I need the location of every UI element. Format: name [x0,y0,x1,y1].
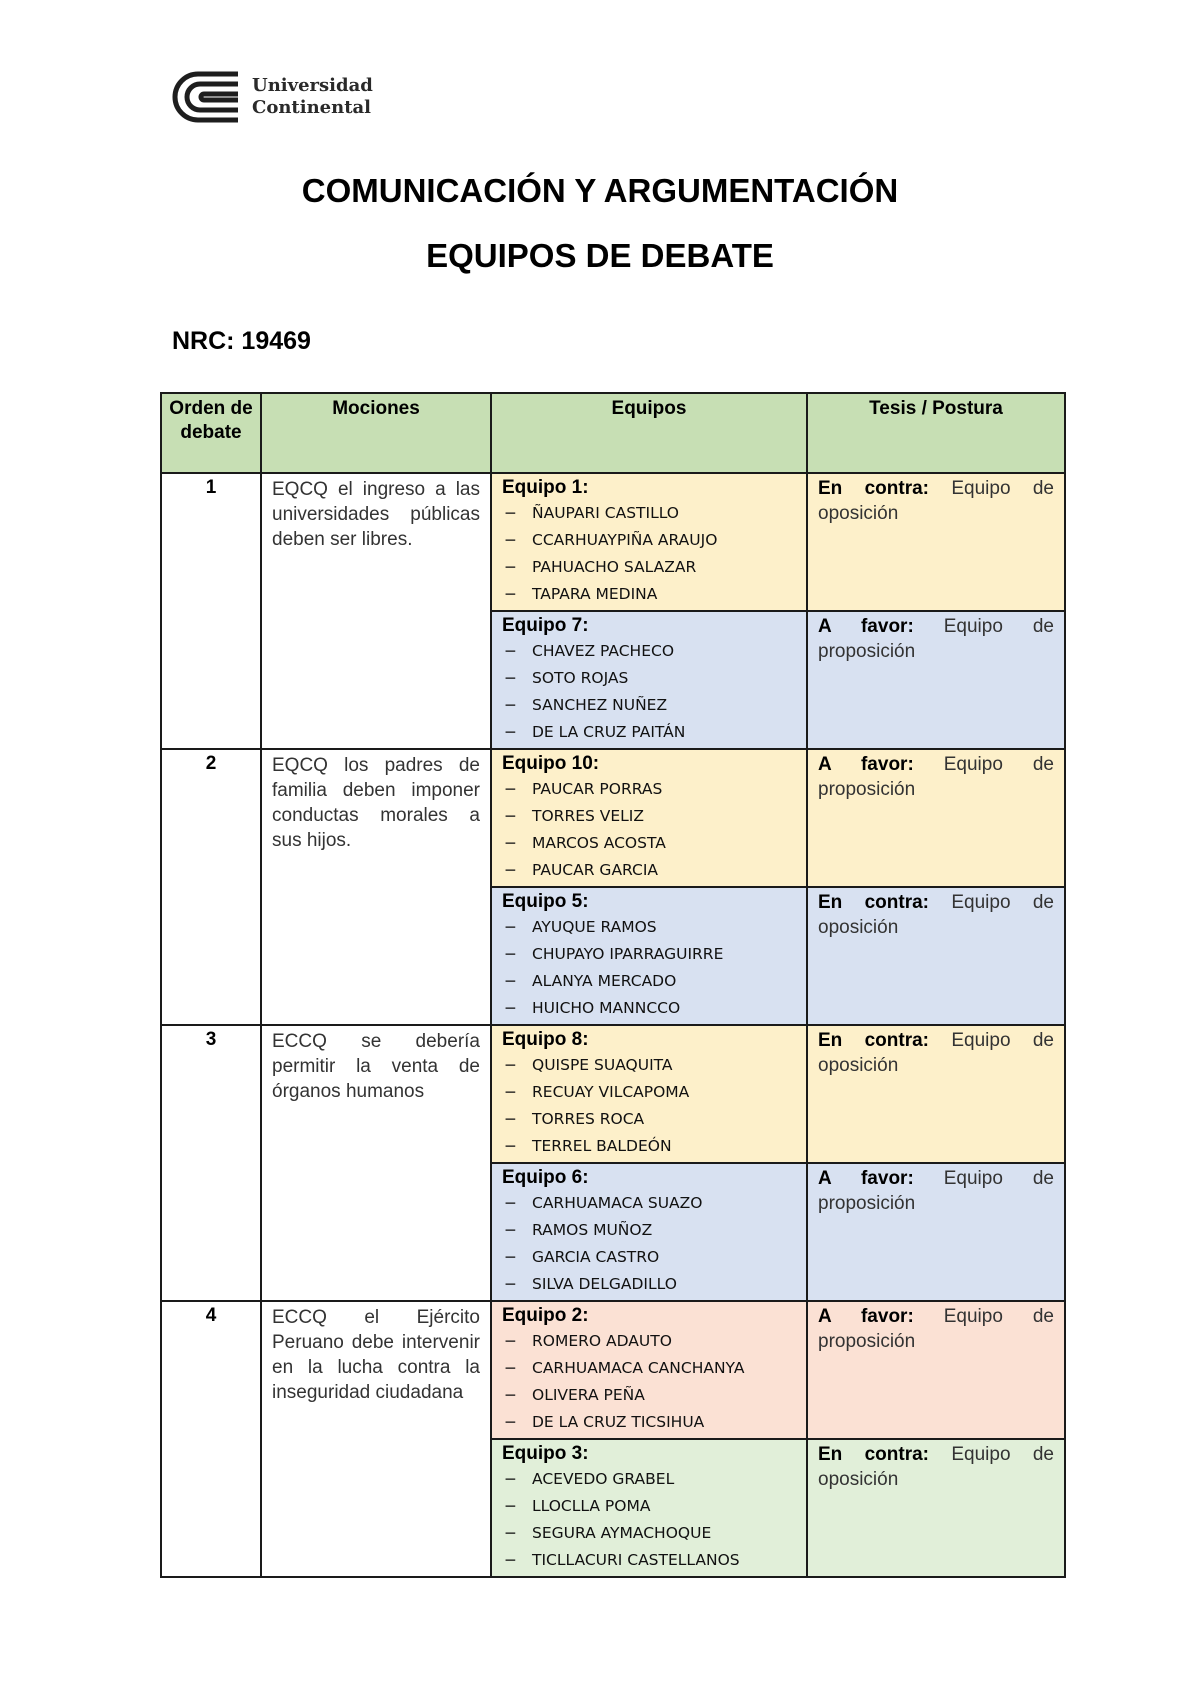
header-order: Orden de debate [161,393,261,473]
list-item: − CARHUAMACA CANCHANYA [502,1355,796,1382]
debate-motion: ECCQ se debería permitir la venta de órganos humanos [261,1025,491,1301]
team-name: Equipo 10: [502,753,600,774]
team-name: Equipo 1: [502,477,589,498]
list-item: − SILVA DELGADILLO [502,1271,796,1298]
stance-role: Equipo de proposición [818,616,1054,662]
position-cell [807,1025,1065,1163]
stance-label: A favor: [818,754,914,775]
list-item: − DE LA CRUZ TICSIHUA [502,1409,796,1436]
team-name: Equipo 3: [502,1443,589,1464]
member-list [502,914,796,1022]
table-row [161,749,1065,887]
debate-body [161,473,1065,1577]
stance-label: En contra: [818,478,930,499]
list-item: − TORRES ROCA [502,1106,796,1133]
stance-label: En contra: [818,1444,930,1465]
table-row [161,473,1065,611]
member-list [502,1328,796,1436]
list-item: − ACEVEDO GRABEL [502,1466,796,1493]
list-item: − TICLLACURI CASTELLANOS [502,1547,796,1574]
header-teams: Equipos [491,393,807,473]
stance-role: Equipo de proposición [818,754,1054,800]
list-item: − SANCHEZ NUÑEZ [502,692,796,719]
list-item: − SOTO ROJAS [502,665,796,692]
list-item: − AYUQUE RAMOS [502,914,796,941]
position-cell [807,749,1065,887]
header-motions: Mociones [261,393,491,473]
list-item: − TERREL BALDEÓN [502,1133,796,1160]
member-list [502,638,796,746]
debate-order: 2 [161,749,261,1025]
team-name: Equipo 2: [502,1305,589,1326]
list-item: − CCARHUAYPIÑA ARAUJO [502,527,796,554]
list-item: − LLOCLLA POMA [502,1493,796,1520]
stance-label: En contra: [818,892,930,913]
logo-line-2: Continental [252,97,372,118]
team-cell [491,1025,807,1163]
university-logo [170,70,373,124]
team-name: Equipo 7: [502,615,589,636]
position-cell [807,1439,1065,1577]
team-cell [491,611,807,749]
university-logo-mark-icon [170,70,240,124]
list-item: − DE LA CRUZ PAITÁN [502,719,796,746]
table-row [161,1025,1065,1163]
list-item: − HUICHO MANNCCO [502,995,796,1022]
member-list [502,1052,796,1160]
team-name: Equipo 6: [502,1167,589,1188]
stance-role: Equipo de oposición [818,892,1054,938]
list-item: − MARCOS ACOSTA [502,830,796,857]
team-cell [491,749,807,887]
debate-order: 4 [161,1301,261,1577]
position-cell [807,611,1065,749]
stance-role: Equipo de proposición [818,1168,1054,1214]
team-cell [491,1439,807,1577]
stance-label: A favor: [818,1306,914,1327]
list-item: − QUISPE SUAQUITA [502,1052,796,1079]
stance-label: En contra: [818,1030,930,1051]
logo-line-1: Universidad [252,75,373,96]
table-header-row [161,393,1065,473]
list-item: − PAUCAR GARCIA [502,857,796,884]
list-item: − CHAVEZ PACHECO [502,638,796,665]
list-item: − RECUAY VILCAPOMA [502,1079,796,1106]
stance-label: A favor: [818,1168,914,1189]
team-cell [491,887,807,1025]
list-item: − PAUCAR PORRAS [502,776,796,803]
debate-motion: ECCQ el Ejército Peruano debe intervenir en la lucha contra la inseguridad ciudadana [261,1301,491,1577]
table-row [161,1301,1065,1439]
debate-order: 3 [161,1025,261,1301]
position-cell [807,1163,1065,1301]
list-item: − ALANYA MERCADO [502,968,796,995]
debate-table [160,392,1066,1578]
stance-role: Equipo de proposición [818,1306,1054,1352]
member-list [502,500,796,608]
debate-motion: EQCQ el ingreso a las universidades públicas deben ser libres. [261,473,491,749]
stance-role: Equipo de oposición [818,1030,1054,1076]
list-item: − PAHUACHO SALAZAR [502,554,796,581]
member-list [502,1466,796,1574]
position-cell [807,887,1065,1025]
debate-order: 1 [161,473,261,749]
stance-label: A favor: [818,616,914,637]
debate-motion: EQCQ los padres de familia deben imponer conductas morales a sus hijos. [261,749,491,1025]
list-item: − OLIVERA PEÑA [502,1382,796,1409]
position-cell [807,1301,1065,1439]
header-thesis: Tesis / Postura [807,393,1065,473]
team-name: Equipo 5: [502,891,589,912]
list-item: − TORRES VELIZ [502,803,796,830]
list-item: − SEGURA AYMACHOQUE [502,1520,796,1547]
team-cell [491,1163,807,1301]
page-subtitle: EQUIPOS DE DEBATE [426,237,774,274]
nrc-label: NRC: 19469 [172,327,311,355]
list-item: − CHUPAYO IPARRAGUIRRE [502,941,796,968]
page-title: COMUNICACIÓN Y ARGUMENTACIÓN [301,172,899,209]
team-name: Equipo 8: [502,1029,589,1050]
stance-role: Equipo de oposición [818,1444,1054,1490]
position-cell [807,473,1065,611]
list-item: − RAMOS MUÑOZ [502,1217,796,1244]
team-cell [491,473,807,611]
member-list [502,1190,796,1298]
list-item: − ROMERO ADAUTO [502,1328,796,1355]
stance-role: Equipo de oposición [818,478,1054,524]
member-list [502,776,796,884]
list-item: − CARHUAMACA SUAZO [502,1190,796,1217]
list-item: − TAPARA MEDINA [502,581,796,608]
list-item: − GARCIA CASTRO [502,1244,796,1271]
list-item: − ÑAUPARI CASTILLO [502,500,796,527]
team-cell [491,1301,807,1439]
